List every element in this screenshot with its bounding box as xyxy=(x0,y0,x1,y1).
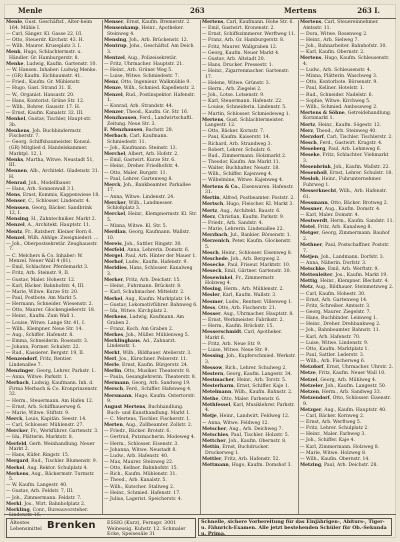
directory-entry: — Luise, Witwe. Lindenstr. 9. xyxy=(300,340,369,346)
directory-entry: Mesch, Ferd., Gastwirt. Krugstr. 4. xyxy=(300,141,383,147)
directory-entry: Mettig, Heinr., Klempner. Blechstr. 4. xyxy=(300,279,389,285)
directory-entry: — Heinr., Arb. Sielweg 7. xyxy=(300,37,359,43)
directory-entry: Messner, Aug., Kaufm. Domstr. 4. xyxy=(300,206,381,212)
directory-entry: — Marie, Witwe. Kurze Str. 20. xyxy=(6,289,79,295)
directory-entry: — Wilh., Bohrer. Gausstr. 17. H. xyxy=(6,104,81,110)
directory-entry: Metzdorf, Ernst, Uhrmacher. Uhrstr. 2. xyxy=(300,365,394,371)
directory-entry: Metzel, Georg, Arb. Mühlweg 4. xyxy=(300,377,377,383)
directory-entry: — Fritz, Arb. Neue Str. 9. xyxy=(202,341,262,347)
directory-entry: — Ernst, Arb. Schiffbauerweg 6. xyxy=(6,404,82,410)
column-divider xyxy=(200,20,201,514)
directory-entry: Mertens, Carl, Kaufmann. Hohe Str. 6. xyxy=(202,20,294,25)
directory-entry: Menzel, Rud., Postinspektor. Hafenstr. 1. xyxy=(104,92,196,104)
column-2 xyxy=(104,20,198,514)
advertisement-school xyxy=(198,518,392,536)
directory-entry: Menrad, Joh., Modellbauer. xyxy=(6,181,72,187)
directory-entry: — Paula, Gesanglehrerin. Theaterstr. 8. xyxy=(104,375,197,381)
directory-entry: Messerschmidt, Carl, Apotheker. Markt 6. xyxy=(202,330,283,341)
directory-entry: — Heinr., Kaufm. Zum Wall 1. xyxy=(6,314,76,320)
directory-entry: — Minna, Witwe. Kl. Str. 5. xyxy=(104,224,168,230)
directory-entry: Mercker, Wilh., Landmesser. Schloßplatz 3. xyxy=(104,200,173,212)
ad-small-text: Ältestes Lebensmittel xyxy=(10,521,42,532)
directory-entry: Menser, C., Schlosser. Lindenstr. 4. xyxy=(6,199,91,205)
page-footer xyxy=(4,514,396,539)
directory-entry: Metscher, Aug., Arb. Deichweg 7. xyxy=(202,426,283,432)
directory-entry: Menk, Hugo, Schlachtermstr. u. Händler. Gr. Hamburgerstr. 8. xyxy=(6,50,82,61)
directory-entry: Metschke, Emil, Arb. Werftstr. 9. xyxy=(300,267,379,273)
directory-entry: Merbach, Carl, Kaufmann. Schmiedestr. 11. xyxy=(104,134,168,145)
directory-entry: — Joh., Schiffer. Kaje 4. xyxy=(300,438,355,444)
directory-entry: Meseck, Emil, Gärtner. Gartenstr. 30. xyxy=(202,269,291,275)
column-4 xyxy=(300,20,394,514)
directory-entry: — Franz, Koch. Am Graben 2. xyxy=(104,326,174,332)
directory-entry: — Herm., Kaufm. Brückstr. 15. xyxy=(202,324,274,330)
directory-entry: Menzinger, Georg, Lehrer. Parkstr. 1. xyxy=(6,369,96,375)
directory-entry: — Ernst, Arb. Gartenweg 14. xyxy=(300,297,368,303)
directory-entry: — Marie, Witwe. Holzweg 8. xyxy=(300,450,367,456)
directory-entry: Merle, Ernst, Kaufm. Bürgerstr. 24. xyxy=(104,362,189,368)
directory-entry: — Heinr., Arb. Grüner Weg 5. xyxy=(104,67,173,73)
directory-entry: Mesenbrink, Joh., Kaufm. Wallstr. 22. xyxy=(300,165,390,170)
directory-entry: Mesing, Herm., Arb. Mühlenstr. 2. xyxy=(202,287,284,293)
directory-entry: — Carl, Kaufm. Hohestr. 30. xyxy=(300,291,366,297)
page-header xyxy=(4,4,396,19)
directory-entry: — W., Organist. Hansastr. 20. xyxy=(6,92,75,98)
directory-entry: — Rich., Kaufm. Mühlenstr. 31. xyxy=(104,472,177,478)
directory-entry: Merzbach, Jul., Bankier. Börsenstr. 1. xyxy=(202,233,292,239)
directory-entry: — Ernst, Schiffszimmerer. Werftweg 11. xyxy=(202,32,296,38)
directory-entry: Mersmann, Hugo, Kaufm. Ostertorstr. 9. xyxy=(104,393,196,405)
page-number: 263 xyxy=(190,6,205,15)
directory-entry: — Karl, Schuhmacher. Mittelstr. 2. xyxy=(104,290,185,296)
directory-entry: — Paul, Postbote. Am Markt 5. xyxy=(6,295,78,301)
directory-entry: — Joh., Zimmermann. Feldstr. 7. xyxy=(6,495,82,501)
directory-entry: Messmann, Otto, Bäcker. Brotweg 2. xyxy=(300,200,389,206)
column-divider xyxy=(298,20,299,514)
directory-entry: Mettin, Ernst, Buchdrucker. Druckerweg 1. xyxy=(202,445,270,456)
directory-entry: — Georg, Maurer. Ziegelstr. 7. xyxy=(300,310,371,315)
column-1 xyxy=(6,20,100,519)
directory-entry: — Marie, Lehrerin. Lindenallee 22. xyxy=(202,227,284,232)
directory-entry: Merten, Aug., Zollbeamter. Zollstr. 2. xyxy=(104,423,193,429)
directory-entry: Metschies, Paul, Tischler. Holzstr. 5. xyxy=(202,432,290,438)
directory-entry: — Otto, Kontorbote. Börsenstr. 9. xyxy=(300,80,378,86)
directory-entry: — Gustav, Arb. Feldstr. 7, III. xyxy=(6,489,74,495)
directory-entry: Meseberg, Paul, Arb. Lehmweg 6. xyxy=(300,147,382,153)
header-right-label: 263 I. xyxy=(357,6,380,15)
directory-entry: Merckel, Heinr., Klempnermstr. Kl. Str. 5. xyxy=(104,212,198,223)
directory-entry: Merhof, Ludw., Kaufm. Hafenstr. 9. xyxy=(104,260,188,266)
directory-entry: F. Menzhausen, Bachstr. 28. xyxy=(104,128,174,134)
directory-entry: Menks, Martha, Witwe. Neustadt 51, III. xyxy=(6,157,94,169)
directory-entry: Methner, Paul, Postschaffner. Poststr. 7. xyxy=(300,243,390,254)
directory-entry: Meschede, Joh., Arb. Bergweg 2. xyxy=(202,257,281,263)
directory-entry: Merkel, Aug., Kaufm. Marktplatz 14. xyxy=(104,296,192,302)
directory-entry: — Wilhelmine, Witwe. Kajenweg 4. xyxy=(202,178,284,184)
directory-entry: Meridies, Hans, Schlosser. Kanalweg 3. xyxy=(104,266,193,277)
header-left-keyword: Menle xyxy=(18,6,43,15)
directory-entry: Mesewinkel, Fr., Zimmermstr. Holzweg 4. xyxy=(202,275,275,287)
directory-entry: Mesler, Karl, Kaufm. Wallstr. 3. xyxy=(202,293,277,299)
directory-entry: Mertens, Gust. Schlachtermeister. Langestr. 12. xyxy=(202,117,284,129)
directory-entry: — Paul, Lehrer. Gartenweg 8. xyxy=(104,176,173,182)
directory-entry: — Rud., Kassierer. Bergstr. 19, II. xyxy=(6,351,85,357)
directory-entry: Metel, Fritz, Arb. Kanalweg 8. xyxy=(300,225,372,231)
directory-entry: — Hans, Kontorist. Grüne Str. 12. xyxy=(6,98,85,104)
directory-entry: — Karl, Steuermann. Hafenstr. 22. xyxy=(202,99,283,105)
directory-entry: — Ernst, Arb. Werftweg 5. xyxy=(300,419,362,425)
directory-entry: Metzing, Paul, Arb. Deichstr. 28. xyxy=(300,462,378,468)
directory-entry: — Joh., Bahnbeamter. Bahnstr. 11. xyxy=(300,328,381,334)
directory-entry: — Ludw., Arb. Hafenstr. 40. xyxy=(104,453,169,459)
directory-entry: — Johanna, Witwe. Neustadt 8. xyxy=(104,447,177,453)
directory-entry: — Hans, Drucker. Pressestr. 1. xyxy=(202,62,274,68)
directory-entry: Menzel, Wilh. Abhlge. Zweigniederl. ... xyxy=(6,235,99,241)
directory-entry: Mestern, Georg, Kaufm. Langestr. 34. xyxy=(202,372,293,377)
directory-entry: Mentz, Fr., Ratsherr. Kleiner Born 6. xyxy=(6,229,93,235)
directory-entry: — W. Kaufm. Langestr. 40. xyxy=(6,483,68,489)
directory-entry: Merck, Louis, Kapitän. Seestr. 14. xyxy=(6,416,87,422)
directory-entry: Mens, Ernst, Kommis, Kappenwiese 18. xyxy=(6,193,100,199)
directory-entry: — Robert, Lehrer. Schulstr. 6. xyxy=(202,147,272,153)
directory-entry: Mesch, Heinr., Schlosser. Eisenweg 8. xyxy=(202,250,293,256)
directory-entry: Menke, Ludwig, Kaufm. Gartenstr. 10. xyxy=(6,61,97,67)
directory-entry: — Gustav, Lokomotivführer. Bahnweg 6. xyxy=(104,302,198,308)
directory-entry: Methfessel, Karl, Musiklehrer. Parkstr. 4. xyxy=(202,402,295,414)
directory-entry: — Otto, Maurer. Glockengießerstr. 18. xyxy=(6,308,96,314)
directory-entry: — Ida, Witwe. Kirchplatz 2. xyxy=(104,308,168,314)
directory-entry: — Paul, Kaufm. Kaiserstr. 14. xyxy=(202,135,271,141)
directory-entry: Menze, Wilh., Schmied. Kapellenstr. 2. xyxy=(104,86,196,92)
directory-entry: — Fritz, Lehrer. Schulplatz 2. xyxy=(300,426,369,432)
directory-entry: — Louise, Witwe. Lange Str. 41, I. xyxy=(6,320,86,326)
directory-entry: Menzer, Theod., Kaufm. Gr. Str. 16. xyxy=(104,110,189,116)
directory-entry: — Georg, Kaufm. Neuer Markt 4. xyxy=(202,50,280,56)
directory-entry: Menser, Ernst, Kaufm. Bremerstr. 2. xyxy=(104,20,191,25)
directory-entry: — Wilh., Kaufm. Obernstr. 14. xyxy=(300,456,370,462)
directory-entry: Merlin, Otto, Musiker. Theaterstr. 8. xyxy=(104,369,191,375)
directory-entry: Mentzel, Aug., Polizeisekretär. xyxy=(104,55,177,61)
directory-entry: Mesenholl, Ernst, Lehrer. Schulstr. 18. xyxy=(300,171,393,177)
directory-entry: Metz, Aug., Bildhauer. Steinmetzweg 2. xyxy=(300,285,394,291)
directory-entry: — Herm., Arb. Ziegelei 2. xyxy=(202,86,262,92)
directory-entry: Menle, Gust. Geschäftsf., Alter-heim 164. Mühle I. xyxy=(6,20,93,31)
directory-entry: — Luise, Witwe. Schmiedestr. 7. xyxy=(104,74,180,80)
directory-entry: — Karl, Bäcker. Bahnhofstr. 4, III. xyxy=(6,283,85,289)
directory-entry: Mertens & Söhne, Getreidehandlung. Kornmarkt 1. xyxy=(300,110,392,122)
directory-entry: — Max, Maurer. Steinweg 22. xyxy=(104,459,174,465)
directory-entry: Metelmann, Wilh., Kaufm. Bahnstr. 2. xyxy=(202,390,293,396)
directory-entry: Mesterharm, Ernst, Schiffer. Kaje 1. xyxy=(202,384,290,390)
directory-entry: Metjen, Joh., Landmann. Dorfstr. 3. xyxy=(300,254,385,260)
directory-columns xyxy=(6,20,394,519)
directory-entry: — Ludw., Arb. Schleusenstr. 4. xyxy=(300,67,372,73)
directory-entry: — Wilh., Schiffer. Kajenweg 4. xyxy=(202,172,273,178)
directory-entry: — Dora, Witwe. Rosenweg 2. xyxy=(300,31,368,37)
directory-entry: — Walter, Buchhalter. Neustr. 18. xyxy=(202,166,280,172)
directory-entry: — Carl, Schlosser. Mühlenstr. 27. xyxy=(6,423,84,429)
directory-entry: Messing, Joh., Kupferschmied. Werkstr. 3. xyxy=(202,354,296,365)
directory-entry: — W. Hansen. Inhaber: Ludwig Menke. xyxy=(6,67,97,73)
directory-entry: Mensenkamp, Heinr., Apotheker. Steinweg 4. xyxy=(104,26,184,37)
directory-entry: — Sophie, Witwe. Kirchweg 5. xyxy=(300,98,371,104)
directory-entry: Mesloh, Heinr., Fuhrunternehmer. Fuhrweg 1. xyxy=(300,177,382,188)
directory-entry: Merdian, Georg, Kaufmann. Wallstr. 10. xyxy=(104,230,190,241)
directory-entry: — Otto, Kellner. Bahnhofstr. 15. xyxy=(104,466,179,472)
directory-entry: Mersch, Ferd., Schiffer. Hafenweg 4. xyxy=(104,387,192,393)
directory-entry: — Heinr., Schmied. Hafenstr. 17. xyxy=(104,490,181,496)
directory-entry: Methe, Otto, Maler. Farbenstr. 6. xyxy=(202,396,281,402)
directory-entry: Menzhausen, Ferd., Landwirtschaftl. Zeitung. Neue Str. 3. xyxy=(104,116,193,128)
directory-entry: — Heinr., Zigarrenmacher. Gartenstr. 17. xyxy=(202,69,290,80)
directory-entry: Mereis, Joh., Sattler. Ringstr. 30. xyxy=(104,241,182,247)
directory-entry: — Julius, Lagerist. Speicherstr. 4. xyxy=(104,496,183,502)
directory-entry: Merz, Theod., Arb. Steinweg 40. xyxy=(300,128,377,134)
directory-entry: Merchel, Albert, Arb. Hofstr. 2. xyxy=(104,152,179,158)
directory-entry: Merkens, Aug., Bäckermstr. Turmstr. 5. xyxy=(6,471,95,483)
directory-entry: — Minna, Plätterin. Waschweg 3. xyxy=(300,74,378,80)
directory-entry: — Franz, Arb. Gr. Hamburgerstr. 8. xyxy=(202,38,285,44)
directory-entry: Mestmacher, Heinr., Arb. Torstr. 5. xyxy=(202,378,287,384)
directory-entry: — Ernst, Werkmeister. Fabrikstr. 2. xyxy=(202,317,285,323)
directory-page xyxy=(4,4,396,538)
directory-entry: Mertin, Alfred, Postbeamter. Poststr. 2. xyxy=(202,196,295,202)
directory-entry: Menkens, Joh. Buchbindermstr. Fischerstr. 7. xyxy=(6,128,82,140)
directory-entry: Menz, Otto, Ingenieur. Walkmühle 9. xyxy=(104,80,191,86)
directory-entry: Mensing, H., Zahntechniker. Markt 2. xyxy=(6,217,97,223)
directory-entry: — Anna, Witwe. Parkstr. 1. xyxy=(6,375,69,381)
directory-entry: Mensing, Joh., Arb. Brückenstr. 12. xyxy=(104,37,189,43)
directory-entry: — Konrad, Arb. Strandstr. 44. xyxy=(104,104,174,110)
directory-entry: Metger, Georg, Zimmermann. Bauhof 2. xyxy=(300,231,390,242)
directory-entry: Menssen, Georg, Bäcker. Sandbrink 12, I. xyxy=(6,205,92,217)
directory-entry: Mettenleiter, Jos., Kaufm. Markt 19. xyxy=(300,273,388,279)
directory-entry: — Fritz, Arb. Steinstr. 9, II. xyxy=(6,271,70,277)
directory-entry: Merck, Joh., Bankbeamter. Parkallee 17. xyxy=(104,182,191,194)
directory-entry: Mertz, Heinr., Kaufm. Sögestr. 12. xyxy=(300,122,382,128)
directory-entry: — Theodor, Kaufm. Am Markt 11. xyxy=(202,160,281,166)
directory-entry: Meseke, Fritz, Schlachter. Viehmarkt 3. xyxy=(300,153,389,164)
directory-entry: — Anna, Witwe. Feldweg 12. xyxy=(202,420,269,426)
header-right-keyword: Mertens xyxy=(284,6,317,15)
directory-entry: — Wilh., Schmied. Ambossweg 2. xyxy=(300,104,378,110)
directory-entry: Mentrup, Johs., Geschäftsf. Am Deich 3. xyxy=(104,43,194,55)
directory-entry: — Heinr., Dreher. Friedhofstr. 4. xyxy=(104,164,180,170)
directory-entry: Metzen, Herm., Arb. Sandweg 33. xyxy=(300,389,382,395)
directory-entry: — Louise, Schneiderin. Lindenstr. 5. xyxy=(202,105,287,111)
directory-entry: Merz, Christian, Kaufm. Parkstr. 9. xyxy=(202,214,285,220)
directory-entry: — Otto, Kaufm. Marktplatz 1. xyxy=(300,346,369,352)
directory-entry: — Herm., Steuermann. Am Hafen 12. xyxy=(6,398,94,404)
directory-entry: Merkel, Aug. Rektor. Schulplatz 4. xyxy=(6,465,88,471)
directory-entry: Merzenich, Peter, Kaufm. Glockenstr. 5. xyxy=(202,239,292,250)
directory-entry: — Hans, Arb. Sonnenwall 3 I. xyxy=(6,187,75,193)
directory-entry: Merkes, Joh., Müller. Mühlenweg 5. xyxy=(104,332,190,338)
directory-entry: Menzel, A., Architekt. Hauptstr. 11. xyxy=(6,223,91,229)
directory-entry: — Wilh., Klempner. Neue Str. 14. xyxy=(6,326,83,332)
directory-entry: — Gustav, Arb. Altstadt 20. xyxy=(202,56,266,62)
directory-entry: Merbach, Ludwig, Kaufmann. Inh. d. Firma Merbach & Co. Kronprinzenstr. 32. xyxy=(6,381,98,398)
directory-entry: Mertz, Aug., Architekt. Baustr. 6. xyxy=(202,208,281,214)
directory-entry: — Joh., Oberpostsekretär. Zeughausstr. 7. xyxy=(6,241,98,253)
directory-entry: Mettler, Fritz, Arb. Hafenstr. 52. xyxy=(202,456,280,462)
directory-entry: Merfeld, Anna, Lehrerin. Domstr. 6. xyxy=(104,248,190,253)
directory-entry: Merfeld, Gerh. Weinhandlung. Neuer Markt 2. xyxy=(6,441,95,453)
directory-entry: — Karl, Arb. Hafenstr. 70. xyxy=(300,334,361,340)
directory-entry: — Emma, Schneiderin. Rosenstr. 3. xyxy=(6,338,89,344)
directory-entry: Mermann, Georg, Arb. Sandweg 19. xyxy=(104,381,191,387)
directory-entry: — Karl, Zimmermann. Holzweg 8. xyxy=(300,444,380,450)
directory-entry: Menkel, Gustav, Tischler, Haupt-str. 3b. xyxy=(6,117,92,128)
directory-entry: Merzdorf, Carl, Tischler. Tischlerstr. 2. xyxy=(300,134,393,140)
ad-school-text: Schnelle, sichere Vorbereitung für das Einjährigen-, Abiturs-, Tiger- u. Fähnrich-Examen. Alle jetzt bestehenden Schüler für Ob.-Sekunda u. Prima. xyxy=(201,519,387,537)
directory-entry: — Joh., Bahnarbeiter. Bahnhofstr. 30. xyxy=(300,43,387,49)
directory-entry: — Fritz, Uhrmacher. Hauptstr. 21. xyxy=(104,61,184,67)
directory-entry: — (GR) Kaufm. Eichbaumstr. 41. xyxy=(6,74,82,80)
directory-entry: — Theod., Arb. Kanalstr. 5. xyxy=(104,478,167,484)
directory-entry: — Hugo, Gast. Strand 31. II. xyxy=(6,86,73,92)
ad-brand-name: Brenken xyxy=(47,520,96,531)
directory-entry: — Gertrud, Putzmacherin. Modeweg 4. xyxy=(104,435,196,441)
directory-entry: — Friedr., Arb. Sandstr. 4. xyxy=(202,220,263,226)
directory-entry: Mesecke, Paul, Friseur. Marktstr. 10. xyxy=(202,263,291,269)
directory-entry: Messer, Aug., Uhrmacher. Hauptstr. 8. xyxy=(202,311,294,317)
directory-entry: — Richard, Arb. Strandweg 3. xyxy=(202,141,272,147)
directory-entry: Mestwerdt, Herm., Kaufm. Sandstr. 11. xyxy=(300,219,394,225)
directory-entry: Mertens, Carl, Steuereinnehmer. Amtsstr. 11. xyxy=(300,20,379,31)
directory-entry: — Heinr., Maler. Farbweg 3. xyxy=(300,432,366,438)
directory-entry: — Luise, Witwe. Neue Str. 9. xyxy=(202,348,269,354)
directory-entry: — Emil, Gastwirt. Kurze Str. 6. xyxy=(104,158,176,164)
directory-entry: Merl, Jos., Kürschner. Pelzerstr. 11. xyxy=(104,356,188,362)
directory-entry: — Wilh. Maurer. Kruseplatz 3. I. xyxy=(6,43,82,49)
directory-entry: Mercker, Fr., Werkführer. Gartenstr. 3. xyxy=(6,429,99,435)
directory-entry: Merkl, Jos., Wirt. Bahnhofplatz 2. xyxy=(6,501,86,507)
directory-entry: Menzendorf, Fritz, Rentier. Lindenallee 7. xyxy=(6,357,73,368)
directory-entry: Mertens, Hugo, Kaufm. Schleusenstr. 4. xyxy=(300,56,390,67)
directory-entry: — Emil, Schlachter. Pferdemarkt 3. xyxy=(6,265,89,271)
directory-entry: August Mertens, Buchhandlung. Buch- und Kunsthandlung. Markt 1. xyxy=(104,405,191,416)
directory-entry: — Marie, Witwe. Stiftstr. 9. xyxy=(6,410,70,416)
directory-entry: — Heinr., Dreher. Drehbankweg 2. xyxy=(300,322,381,328)
directory-entry: Messow, Rich., Lehrer. Schulweg 2. xyxy=(202,365,287,371)
directory-entry: — C. Mertens, Tischler. Fischerstr. 1. xyxy=(104,416,191,422)
directory-entry: Mess, Otto, Arb. Fischerstr. 21. xyxy=(202,305,277,311)
directory-entry: Merker, Fritz, Arb. Deichstr. 15. xyxy=(104,278,181,284)
directory-entry: Metzendorf, Otto, Schlosser. Eisenstr. 9. xyxy=(300,395,391,407)
directory-entry: Mesmer, Ludw., Rentner. Villenweg 1. xyxy=(202,299,293,305)
directory-entry: — Hermann, Schneider. Wiesenstr. 2. xyxy=(6,302,94,308)
directory-entry: — Gustav, Maler. Hohestr. 12. xyxy=(6,277,76,283)
directory-entry: Mertens & Co., Eisenwaren. Hafenstr. 31. xyxy=(202,184,294,196)
directory-entry: — Georg. Schiffsbaumeister. Konsul. (GR) Mitglied d. Handelskammer. Marktpl. 12, I. xyxy=(6,140,92,157)
column-divider xyxy=(102,20,103,514)
column-3 xyxy=(202,20,296,514)
directory-entry: Merkens, Ludwig, Kaufmann. Am Graben 2. xyxy=(104,314,185,326)
directory-entry: — Martin, Schlosser. Schmiedeweg 1. xyxy=(202,111,291,117)
directory-entry: Metje, Heinr., Landwirt. Feldweg 12. xyxy=(202,414,290,420)
directory-entry: — Ernst, Kaufm. Kanalstr. 32. III. xyxy=(6,110,84,116)
directory-entry: — Fried., Kaufm. Gr. Mühlenstr. xyxy=(6,80,81,86)
directory-entry: Mertsch, Hugo, Fleischer. Kl. Markt 3. xyxy=(202,202,294,208)
directory-entry: — C. Melchers & Co. Inhaber: W. Menzel. Neuer Wall 4 (81). xyxy=(6,253,83,265)
directory-entry: Merklinghaus, Ad., Zahnarzt. Lindenstr. 1. xyxy=(104,338,176,350)
directory-entry: — Fritz, Maurer. Wallgraben 12. xyxy=(202,44,278,50)
directory-entry: — Wilh., Arb. Fischerweg 6. xyxy=(300,359,366,365)
directory-entry: Merkling, Conr., Bureauvorsteher. Lindenstr. 16. xyxy=(6,507,89,519)
directory-entry: — Hans, Küfer. Ringstr. 15. xyxy=(6,453,70,459)
directory-entry: — Joh., Lotse. Lotsenstr. 9. xyxy=(202,93,265,99)
directory-entry: — Otto, Maler. Burgstr. 11. xyxy=(104,170,168,176)
directory-entry: Metzeler, Joh., Kaufm. Langestr. 50. xyxy=(300,383,387,389)
directory-entry: Mergel, Paul, Arb. Hinter der Mauer 1. xyxy=(104,254,197,260)
directory-entry: — Rud., Zimmermann. Holzmarkt 2. xyxy=(202,153,287,159)
directory-entry: — Anna, Näherin. Dorfstr. 3. xyxy=(300,260,367,266)
directory-entry: — Helene, Witwe. Grünstr. 3. xyxy=(202,80,271,86)
directory-entry: Mettmann, Hugo, Kaufm. Domshof 3. xyxy=(202,462,292,468)
directory-entry: — Aug., Schiffer. Hafenstr. 8. xyxy=(6,332,74,338)
directory-entry: — Hans, Buchbinder. Leimweg 1. xyxy=(300,316,378,322)
directory-entry: — Heinr., Fuhrmann. Brückstr. 8. xyxy=(104,284,182,290)
directory-entry: — Wilh., Kutscher. Stallweg 2. xyxy=(104,484,175,490)
directory-entry: — Johann, Former. Schulstr. 22. xyxy=(6,345,81,351)
directory-entry: Metzger, Aug., Kaufm. Hauptstr. 40. xyxy=(300,407,387,413)
directory-entry: Messerknecht, Wilh., Arb. Hafenstr. 61. xyxy=(300,188,387,200)
directory-entry: — Friedr., Bäcker. Brotstr. 6. xyxy=(104,429,171,435)
directory-entry: — Karl, Maler. Domstr. 4. xyxy=(300,212,360,218)
directory-entry: — Ida, Plätterin. Marktstr. 8. xyxy=(6,435,74,441)
directory-entry: — Fritz, Schreiber. Amtsstr. 3. xyxy=(300,303,371,309)
directory-entry: Mettcher, Joh., Kaufm. Obernstr. 8. xyxy=(202,438,287,444)
directory-entry: — Herm., Schlosser. Eisenstr. 3. xyxy=(104,441,179,447)
directory-entry: Metze, Fritz, Kaufm. Neuer Wall 10. xyxy=(300,371,386,377)
directory-entry: — Carl, Sänger. Kl. Gasse 22, I/I. xyxy=(6,31,83,37)
directory-entry: — Carl, Bäcker. Kornweg 2. xyxy=(300,413,365,419)
directory-entry: — Paul, Sattler. Lederstr. 3. xyxy=(300,352,365,358)
ad-detail-text: ESSIG (Kurz), Fernspr. 3001 Weinessig. Kuhstr. 12. Schmaler Ecke, Speisesäle 31 xyxy=(107,521,186,537)
directory-entry: Mergard, Rud., Tischler. Blumenstr. 9. xyxy=(6,459,98,465)
directory-entry: — Emil, Gastwirt. Kronenstr. 2. xyxy=(202,26,275,32)
directory-entry: — Rud., Schneider. Nadelstr. 6. xyxy=(300,92,373,98)
directory-entry: — Karl, Kaufm. Obernstr. 2. xyxy=(300,50,365,56)
directory-entry: — Otto, Bäcker. Kornstr. 7. xyxy=(202,129,265,135)
directory-entry: — Otto, Steuerdr. Kirchstr. 43. H. xyxy=(6,37,85,43)
directory-entry: — Anna, Witwe. Lindenstr. 24. xyxy=(104,194,175,200)
directory-entry: — Joh., Kaufmann. Steinstr. 13. xyxy=(104,145,178,151)
directory-entry: Merkt, Wilh., Bildhauer. Atelierstr. 3. xyxy=(104,350,192,356)
advertisement-brenken xyxy=(6,518,196,538)
directory-entry: — Paul, Kellner. Hotelstr. 1. xyxy=(300,86,365,92)
directory-entry: Mennen, Alb., Architekt. Gladenstr. 31. H. xyxy=(6,169,100,180)
